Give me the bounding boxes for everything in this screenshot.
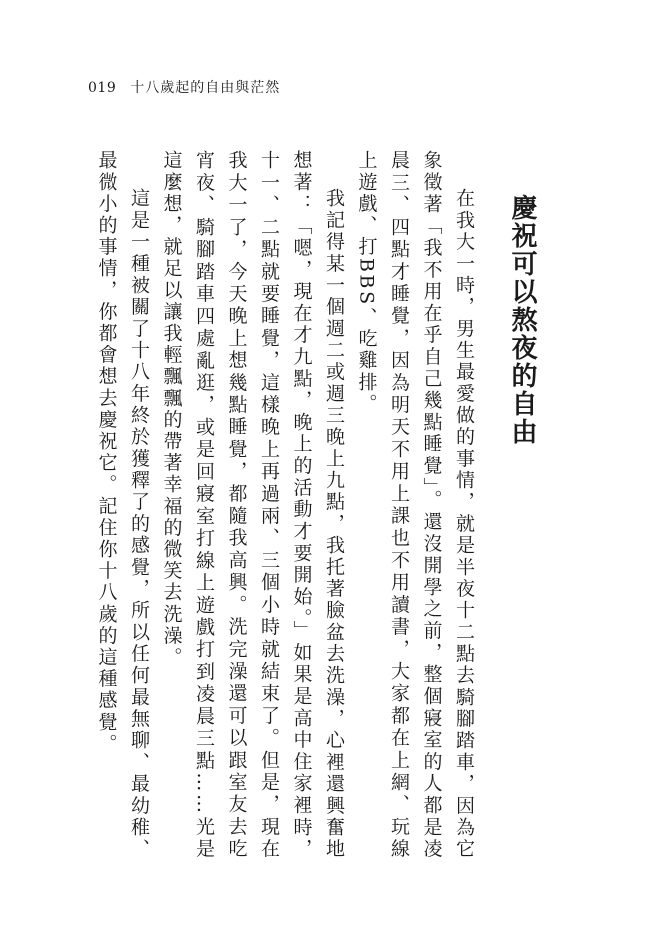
paragraph-1: 在我大一時，男生最愛做的事情，就是半夜十二點去騎腳踏車，因為它象徵著「我不用在乎自己幾點睡覺」。還沒開學之前，整個寢室的人都是凌晨三、四點才睡覺，因為明天不用上課也不用讀書，大家都在上網、玩線上遊戲、打BBS、吃雞排。	[355, 150, 475, 860]
page-header	[88, 77, 280, 97]
paragraph-2: 我記得某一個週二或週三晚上九點，我托著臉盆去洗澡，心裡還興奮地想著：「嗯，現在才九點，晚上的活動才要開始。」如果是高中住家裡時，十一、二點就要睡覺，這樣晚上再過兩、三個小時就結束了。但是，現在我大一了，今天晚上想幾點睡覺，都隨我高興。洗完澡還可以跟室友去吃宵夜、騎腳踏車四處亂逛，或是回寢室打線上遊戲打到凌晨三點……光是這麼想，就足以讓我輕飄飄的帶著幸福的微笑去洗澡。	[160, 150, 345, 860]
page-number: 019	[88, 80, 117, 96]
running-title: 十八歲起的自由與茫然	[130, 80, 281, 96]
chapter-title: 慶祝可以熬夜的自由	[507, 194, 537, 446]
paragraph-3: 這是一種被關了十八年終於獲釋了的感覺，所以任何最無聊、最幼稚、最微小的事情，你都會想去慶祝它。記住你十八歲的這種感覺。	[95, 150, 150, 860]
vertical-body-text	[95, 150, 550, 860]
